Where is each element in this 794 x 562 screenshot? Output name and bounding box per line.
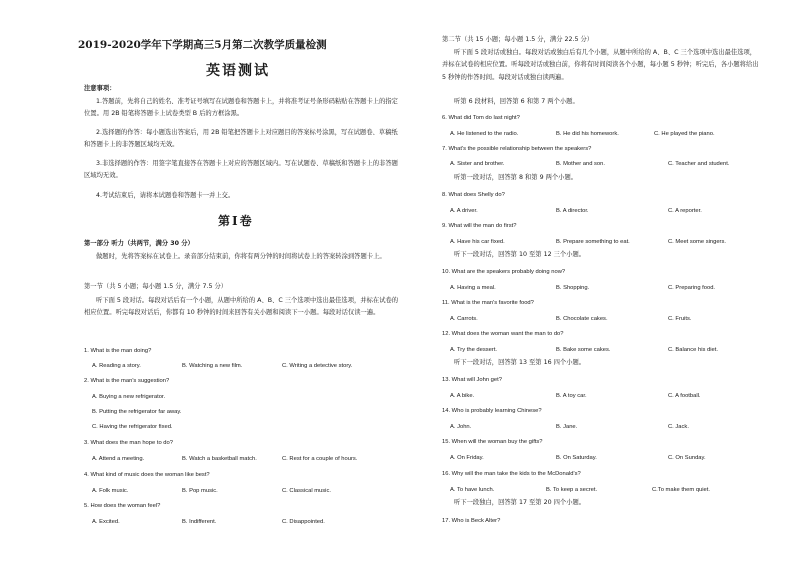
section2-heading: 第二节（共 15 小题；每小题 1.5 分，满分 22.5 分）: [442, 36, 594, 43]
notice-1: 1.答题前，先将自己的姓名、准考证号填写在试题卷和答题卡上，并将准考证号条形码粘贴在答题卡上的指定位置。用 2B 铅笔将答题卡上试卷类型 B 后的方框涂黑。: [84, 98, 398, 118]
q16-option-a[interactable]: A. To have lunch.: [450, 487, 495, 493]
q1-option-c[interactable]: C. Writing a detective story.: [282, 363, 353, 369]
part1-intro: 做题时，先将答案标在试卷上。录音部分结束前，你将有两分钟的时间将试卷上的答案转涂到答题卡上。: [96, 253, 386, 260]
q10-option-c[interactable]: C. Preparing food.: [668, 285, 716, 291]
q1-option-a[interactable]: A. Reading a story.: [92, 363, 141, 369]
section1-intro: 听下面 5 段对话。每段对话后有一个小题，从题中所给的 A、B、C 三个选项中选出最佳选项，并标在试卷的相应位置。听完每段对话后，你都有 10 秒钟的时间来回答有关小题和阅读下一小题。每段对话仅读一遍。: [84, 297, 399, 317]
instruction-8: 听下一段对话，回答第 10 至第 12 三个小题。: [454, 251, 586, 258]
q6-option-c[interactable]: C. He played the piano.: [654, 131, 715, 137]
q6-option-a[interactable]: A. He listened to the radio.: [450, 131, 519, 137]
q2-option-c[interactable]: C. Having the refrigerator fixed.: [92, 424, 173, 430]
q9-option-c[interactable]: C. Meet some singers.: [668, 239, 726, 245]
question-4: 4. What kind of music does the woman like best?: [84, 472, 210, 478]
instruction-10: 听下一段独白，回答第 17 至第 20 四个小题。: [454, 499, 586, 506]
right-column: [442, 0, 760, 562]
q8-option-c[interactable]: C. A reporter.: [668, 208, 702, 214]
question-3: 3. What does the man hope to do?: [84, 440, 173, 446]
instruction-9: 听下一段对话，回答第 13 至第 16 四个小题。: [454, 359, 586, 366]
q11-option-a[interactable]: A. Carrots.: [450, 316, 478, 322]
exam-title: 2019-2020学年下学期高三5月第二次教学质量检测: [78, 39, 327, 51]
q4-option-c[interactable]: C. Classical music.: [282, 488, 331, 494]
q15-option-b[interactable]: B. On Saturday.: [556, 455, 597, 461]
q13-option-c[interactable]: C. A football.: [668, 393, 701, 399]
question-10: 10. What are the speakers probably doing now?: [442, 269, 566, 275]
q1-option-b[interactable]: B. Watching a new film.: [182, 363, 243, 369]
q6-option-b[interactable]: B. He did his homework.: [556, 131, 619, 137]
question-16: 16. Why will the man take the kids to the McDonald's?: [442, 471, 581, 477]
notice-heading: 注意事项：: [84, 85, 116, 92]
question-8: 8. What does Shelly do?: [442, 192, 505, 198]
notice-2: 2.选择题的作答：每小题选出答案后，用 2B 铅笔把答题卡上对应题目的答案标号涂黑，写在试题卷、草稿纸和答题卡上的非答题区域均无效。: [84, 129, 398, 149]
q12-option-b[interactable]: B. Bake some cakes.: [556, 347, 611, 353]
question-5: 5. How does the woman feel?: [84, 503, 161, 509]
q3-option-a[interactable]: A. Attend a meeting.: [92, 456, 145, 462]
q7-option-b[interactable]: B. Mother and son.: [556, 161, 605, 167]
notice-3: 3.非选择题的作答：用签字笔直接答在答题卡上对应的答题区域内。写在试题卷、草稿纸和答题卡上的非答题区域均无效。: [84, 160, 398, 180]
question-17: 17. Who is Beck Alter?: [442, 518, 501, 524]
subject-title: 英语测试: [206, 63, 270, 79]
q9-option-a[interactable]: A. Have his car fixed.: [450, 239, 505, 245]
question-14: 14. Who is probably learning Chinese?: [442, 408, 542, 414]
q12-option-a[interactable]: A. Try the dessert.: [450, 347, 498, 353]
q8-option-b[interactable]: B. A director.: [556, 208, 589, 214]
section2-intro: 听下面 5 段对话或独白。每段对话或独白后有几个小题，从题中所给的 A、B、C 三个选项中选出最佳选项，并标在试卷的相应位置。听每段对话或独白前，你将有时间阅读各个小题，每小题 5 秒钟；听完后，各小题将给出 5 秒钟的作答时间。每段对话或独白读两遍。: [442, 49, 759, 81]
q14-option-a[interactable]: A. John.: [450, 424, 472, 430]
question-15: 15. When will the woman buy the gifts?: [442, 439, 543, 445]
q4-option-a[interactable]: A. Folk music.: [92, 488, 129, 494]
q11-option-c[interactable]: C. Fruits.: [668, 316, 692, 322]
q7-option-c[interactable]: C. Teacher and student.: [668, 161, 730, 167]
q3-option-b[interactable]: B. Watch a basketball match.: [182, 456, 257, 462]
instruction-6: 听第 6 段材料，回答第 6 和第 7 两个小题。: [454, 98, 579, 105]
instruction-7: 听第一段对话，回答第 8 和第 9 两个小题。: [454, 174, 578, 181]
q11-option-b[interactable]: B. Chocolate cakes.: [556, 316, 608, 322]
left-column: [78, 0, 402, 562]
question-6: 6. What did Tom do last night?: [442, 115, 520, 121]
q14-option-c[interactable]: C. Jack.: [668, 424, 689, 430]
q2-option-b[interactable]: B. Putting the refrigerator far away.: [92, 409, 182, 415]
q5-option-b[interactable]: B. Indifferent.: [182, 519, 217, 525]
q9-option-b[interactable]: B. Prepare something to eat.: [556, 239, 630, 245]
q10-option-b[interactable]: B. Shopping.: [556, 285, 590, 291]
part1-heading: 第一部分 听力（共两节，满分 30 分）: [84, 240, 194, 247]
q14-option-b[interactable]: B. Jane.: [556, 424, 578, 430]
volume-heading: 第Ⅰ卷: [218, 214, 254, 228]
q4-option-b[interactable]: B. Pop music.: [182, 488, 218, 494]
question-12: 12. What does the woman want the man to do?: [442, 331, 564, 337]
q16-option-b[interactable]: B. To keep a secret.: [546, 487, 598, 493]
q5-option-c[interactable]: C. Disappointed.: [282, 519, 325, 525]
q15-option-c[interactable]: C. On Sunday.: [668, 455, 706, 461]
q13-option-a[interactable]: A. A bike.: [450, 393, 475, 399]
notice-4: 4.考试结束后，请将本试题卷和答题卡一并上交。: [96, 192, 235, 199]
question-13: 13. What will John get?: [442, 377, 502, 383]
question-9: 9. What will the man do first?: [442, 223, 517, 229]
q7-option-a[interactable]: A. Sister and brother.: [450, 161, 505, 167]
q15-option-a[interactable]: A. On Friday.: [450, 455, 484, 461]
q13-option-b[interactable]: B. A toy car.: [556, 393, 587, 399]
q8-option-a[interactable]: A. A driver.: [450, 208, 478, 214]
q16-option-c[interactable]: C.To make them quiet.: [652, 487, 710, 493]
q12-option-c[interactable]: C. Balance his diet.: [668, 347, 718, 353]
question-7: 7. What's the possible relationship between the speakers?: [442, 146, 592, 152]
q5-option-a[interactable]: A. Excited.: [92, 519, 120, 525]
question-1: 1. What is the man doing?: [84, 348, 152, 354]
q3-option-c[interactable]: C. Rest for a couple of hours.: [282, 456, 358, 462]
q2-option-a[interactable]: A. Buying a new refrigerator.: [92, 394, 166, 400]
section1-heading: 第一节（共 5 小题；每小题 1.5 分，满分 7.5 分）: [84, 283, 228, 290]
q10-option-a[interactable]: A. Having a meal.: [450, 285, 496, 291]
question-2: 2. What is the man's suggestion?: [84, 378, 170, 384]
question-11: 11. What is the man's favorite food?: [442, 300, 534, 306]
